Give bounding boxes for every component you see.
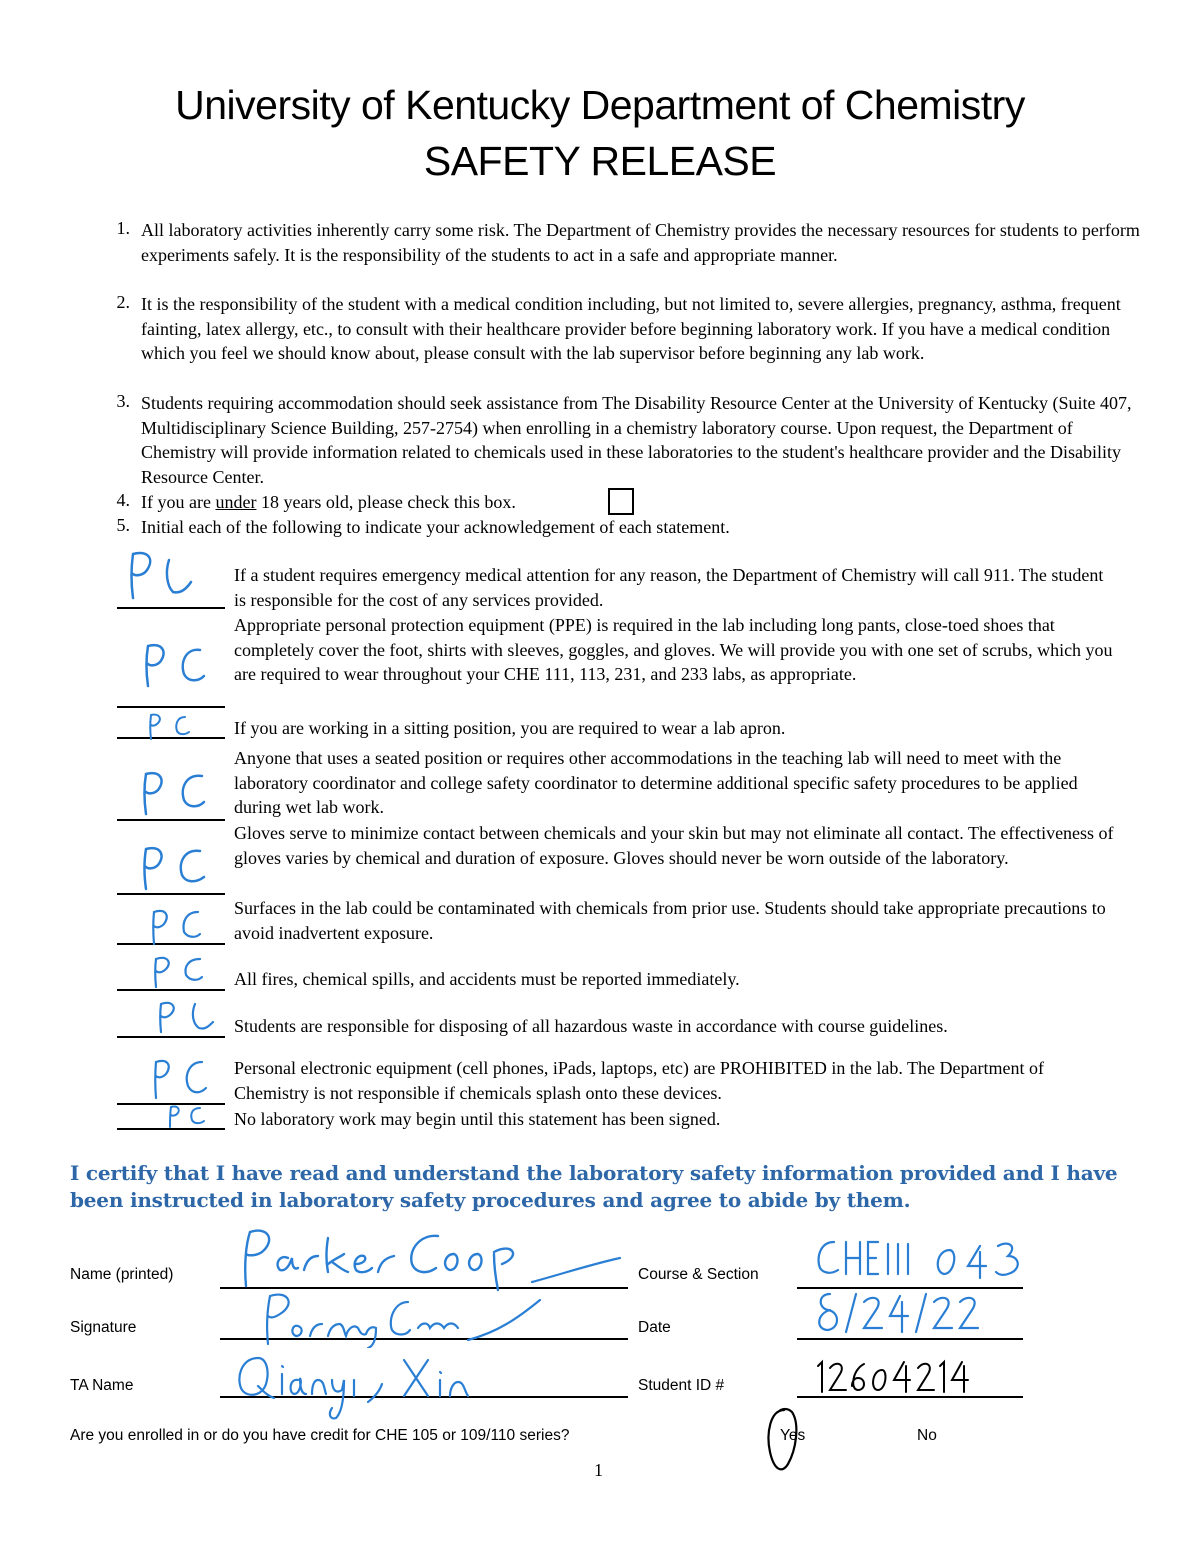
- item-text-part: If you are: [141, 492, 216, 512]
- item-number: 4.: [116, 490, 130, 510]
- item-number: 2.: [116, 292, 130, 312]
- initials-glyph: [138, 768, 218, 818]
- ack-statement: Anyone that uses a seated position or requires other accommodations in the teaching lab will need to meet with the laboratory coordinator and college safety coordinator to determine additional specific safety procedures to be applied during wet lab work.: [234, 748, 1078, 818]
- student-id-label: Student ID #: [638, 1377, 725, 1394]
- signature-label: Signature: [70, 1319, 137, 1336]
- ta-name-label: TA Name: [70, 1377, 134, 1394]
- signature-glyph: [258, 1288, 558, 1348]
- initials-glyph: [145, 711, 205, 741]
- ack-statement: Appropriate personal protection equipment (PPE) is required in the lab including long pants, close-toed shoes that completely cover the foot, shirts with sleeves, goggles, and gloves. We will provide you with one set of scrubs, which you are required to wear throughout your CHE 111, 113, 231, and 233 labs, as appropriate.: [234, 615, 1113, 685]
- initials-glyph: [140, 640, 220, 690]
- date-glyph: [812, 1288, 992, 1340]
- initials-handwritten: [138, 843, 218, 898]
- ack-statement: Students are responsible for disposing of all hazardous waste in accordance with course guidelines.: [234, 1016, 948, 1036]
- item-number: 3.: [116, 391, 130, 411]
- certification-statement: I certify that I have read and understand the laboratory safety information provided and I have been instructed in laboratory safety procedures and agree to abide by them.: [70, 1161, 1118, 1212]
- initials-glyph: [138, 843, 218, 893]
- initials-glyph: [150, 1056, 220, 1102]
- initials-glyph: [155, 998, 225, 1034]
- item-text: Initial each of the following to indicate your acknowledgement of each statement.: [141, 517, 730, 537]
- initials-glyph: [150, 953, 220, 989]
- yes-circle-icon: [762, 1404, 808, 1476]
- name-glyph: [232, 1224, 632, 1294]
- ack-statement: Gloves serve to minimize contact between chemicals and your skin but may not eliminate all contact. The effectiveness of gloves varies by chemical and duration of exposure. Gloves should never be worn outside of the laboratory.: [234, 823, 1114, 868]
- ack-statement: All fires, chemical spills, and accidents must be reported immediately.: [234, 969, 740, 989]
- ack-statement: Personal electronic equipment (cell phones, iPads, laptops, etc) are PROHIBITED in the lab. The Department of Chemistry is not responsible if chemicals splash onto these devices.: [234, 1058, 1044, 1103]
- date-label: Date: [638, 1319, 671, 1336]
- ack-statement: If a student requires emergency medical attention for any reason, the Department of Chemistry will call 911. The student is responsible for the cost of any services provided.: [234, 565, 1104, 610]
- item-text: [141, 490, 1141, 515]
- signature-handwritten: [258, 1288, 558, 1353]
- ta-name-handwritten: [232, 1350, 512, 1427]
- under-18-checkbox[interactable]: [608, 488, 634, 515]
- student-id-glyph: [812, 1356, 972, 1396]
- initials-handwritten: [138, 768, 218, 823]
- item-text-underlined: under: [215, 492, 257, 512]
- initials-handwritten: [166, 1103, 216, 1134]
- item-text-part: 18 years old, please check this box.: [256, 492, 516, 512]
- initials-handwritten: [150, 1056, 220, 1107]
- ack-statement: No laboratory work may begin until this statement has been signed.: [234, 1109, 721, 1129]
- initial-line[interactable]: [117, 706, 225, 708]
- course-glyph: [812, 1234, 1038, 1294]
- yes-circled-mark: [762, 1404, 808, 1481]
- initials-handwritten: [140, 640, 220, 695]
- page-number: 1: [594, 1460, 603, 1480]
- course-label: Course & Section: [638, 1266, 759, 1283]
- ack-statement: Surfaces in the lab could be contaminated with chemicals from prior use. Students should take appropriate precautions to avoid inadvertent exposure.: [234, 898, 1106, 943]
- name-label: Name (printed): [70, 1266, 174, 1283]
- initials-handwritten: [145, 711, 205, 746]
- document-subtitle: SAFETY RELEASE: [423, 138, 777, 184]
- date-handwritten: [812, 1288, 992, 1345]
- initials-handwritten: [148, 906, 218, 951]
- enrollment-question: Are you enrolled in or do you have credit for CHE 105 or 109/110 series?: [70, 1427, 570, 1444]
- document-title: University of Kentucky Department of Chemistry: [175, 82, 1025, 128]
- item-number: 1.: [116, 218, 130, 238]
- ta-name-glyph: [232, 1350, 512, 1422]
- initials-glyph: [166, 1103, 216, 1129]
- item-number: 5.: [116, 515, 130, 535]
- no-option[interactable]: No: [917, 1427, 937, 1444]
- item-text: All laboratory activities inherently carry some risk. The Department of Chemistry provides the necessary resources for students to perform experiments safely. It is the responsibility of the students to act in a safe and appropriate manner.: [141, 220, 1140, 265]
- student-id-handwritten: [812, 1356, 972, 1401]
- initials-handwritten: [150, 953, 220, 994]
- ack-statement: If you are working in a sitting position, you are required to wear a lab apron.: [234, 718, 786, 738]
- yes-option[interactable]: Yes: [780, 1427, 806, 1444]
- initials-glyph: [125, 548, 205, 604]
- item-text: Students requiring accommodation should seek assistance from The Disability Resource Center at the University of Kentucky (Suite 407, Multidisciplinary Science Building, 257-2754) when enrolling in a chemistry laboratory course. Upon request, the Department of Chemistry will provide information related to chemicals used in these laboratories to the student's healthcare provider and the Disability Resource Center.: [141, 393, 1132, 487]
- item-text: It is the responsibility of the student with a medical condition including, but not limited to, severe allergies, pregnancy, asthma, frequent fainting, latex allergy, etc., to consult with their healthcare provider before beginning laboratory work. If you have a medical condition which you feel we should know about, please consult with the lab supervisor before beginning any lab work.: [141, 294, 1121, 364]
- initials-handwritten: [125, 548, 205, 609]
- initials-handwritten: [155, 998, 225, 1039]
- initials-glyph: [148, 906, 218, 946]
